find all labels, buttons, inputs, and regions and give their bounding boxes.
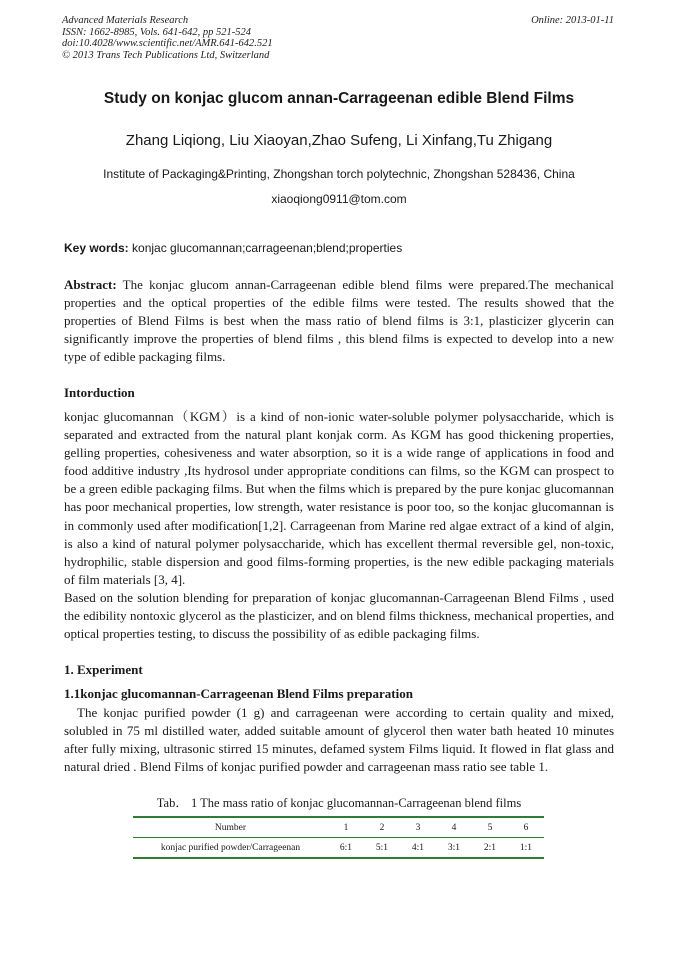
abstract-label: Abstract:	[64, 277, 117, 292]
table-cell: konjac purified powder/Carrageenan	[160, 842, 301, 853]
keywords-label: Key words:	[64, 241, 129, 255]
table-header-cell: 1	[343, 822, 349, 833]
affiliation: Institute of Packaging&Printing, Zhongshan torch polytechnic, Zhongshan 528436, China	[103, 167, 575, 181]
table-cell: 2:1	[483, 842, 497, 853]
table-cell: 1:1	[519, 842, 533, 853]
table-cell: 3:1	[447, 842, 461, 853]
authors: Zhang Liqiong, Liu Xiaoyan,Zhao Sufeng, Li Xinfang,Tu Zhigang	[125, 132, 553, 149]
subsection-heading-preparation: 1.1konjac glucomannan-Carrageenan Blend Films preparation	[64, 686, 413, 701]
ratio-table	[133, 816, 544, 859]
journal-header	[62, 15, 273, 61]
abstract-text: The konjac glucom annan-Carrageenan edible blend films were prepared.The mechanical properties and the optical properties of the edible films were tested. The results showed that the properties of Blend Films is best when the mass ratio of blend films is 3:1, plasticizer glycerin can significantly improve the properties of blend films , this blend films is expected to develop into a new type of edible packaging films.	[64, 277, 614, 365]
table-header-row	[133, 818, 544, 837]
online-date: Online: 2013-01-11	[531, 15, 614, 26]
section-heading-introduction: Intorduction	[64, 385, 135, 400]
section-heading-experiment: 1. Experiment	[64, 662, 143, 677]
intro-paragraph-2: Based on the solution blending for preparation of konjac glucomannan-Carrageenan Blend Films , used the edibility nontoxic glycerol as the plasticizer, and on blend films thickness, mechanical properties, and optical properties testing, to discuss the possibility of as edible packaging films.	[64, 589, 614, 642]
keywords-text: konjac glucomannan;carrageenan;blend;properties	[128, 241, 403, 255]
table-cell: 5:1	[375, 842, 389, 853]
paper-title: Study on konjac glucom annan-Carrageenan edible Blend Films	[103, 90, 575, 107]
table-header-cell: 5	[487, 822, 493, 833]
author-email[interactable]: xiaoqiong0911@tom.com	[271, 192, 407, 206]
experiment-paragraph: The konjac purified powder (1 g) and carrageenan were according to certain quality and mixed, solubled in 75 ml distilled water, added suitable amount of glycerol then water bath heated 10 minutes after fully mixing, ultrasonic stirred 15 minutes, defamed system Films liquid. It flowed in flat glass and natural dried . Blend Films of konjac purified powder and carrageenan mass ratio see table 1.	[64, 705, 614, 775]
introduction-body	[64, 408, 614, 643]
table-header-cell: 6	[523, 822, 529, 833]
intro-paragraph-1: konjac glucomannan（KGM）is a kind of non-ionic water-soluble polymer polysaccharide, which is separated and extracted from the natural plant konjak corm. As KGM has good thickening properties, gelling properties, cohesiveness and water absorption, so it is a wide range of applications in food and food additive industry ,Its hydrosol under appropriate conditions can films, so the KGM can prospect to be a green edible packaging films. But when the films which is prepared by the pure konjac glucomannan has poor mechanical properties, low strength, water resistance is poor too, so the konjac glucomannan is in commonly used after modification[1,2]. Carrageenan from Marine red algae extract of a kind of algin, is also a kind of natural polymer polysaccharide, which has excellent thermal reversible gel, non-toxic, hydrophilic, stable dispersion and good films-forming properties, is the new edible packaging materials of film materials [3, 4].	[64, 409, 614, 587]
table-caption: Tab． 1 The mass ratio of konjac glucomannan-Carrageenan blend films	[156, 796, 522, 810]
table-cell: 4:1	[411, 842, 425, 853]
abstract	[64, 276, 614, 366]
table-header-cell: 3	[415, 822, 421, 833]
table-bottom-rule	[133, 857, 544, 859]
table-header-cell: 4	[451, 822, 457, 833]
issn: ISSN: 1662-8985, Vols. 641-642, pp 521-524	[62, 26, 251, 38]
doi: doi:10.4028/www.scientific.net/AMR.641-642.521	[62, 38, 273, 49]
table-cell: 6:1	[339, 842, 353, 853]
table-row	[133, 838, 544, 857]
table-header-cell: Number	[214, 822, 247, 833]
keywords	[64, 241, 402, 255]
table-header-cell: 2	[379, 822, 385, 833]
journal-name: Advanced Materials Research	[62, 15, 189, 26]
copyright: © 2013 Trans Tech Publications Ltd, Switzerland	[62, 49, 270, 61]
